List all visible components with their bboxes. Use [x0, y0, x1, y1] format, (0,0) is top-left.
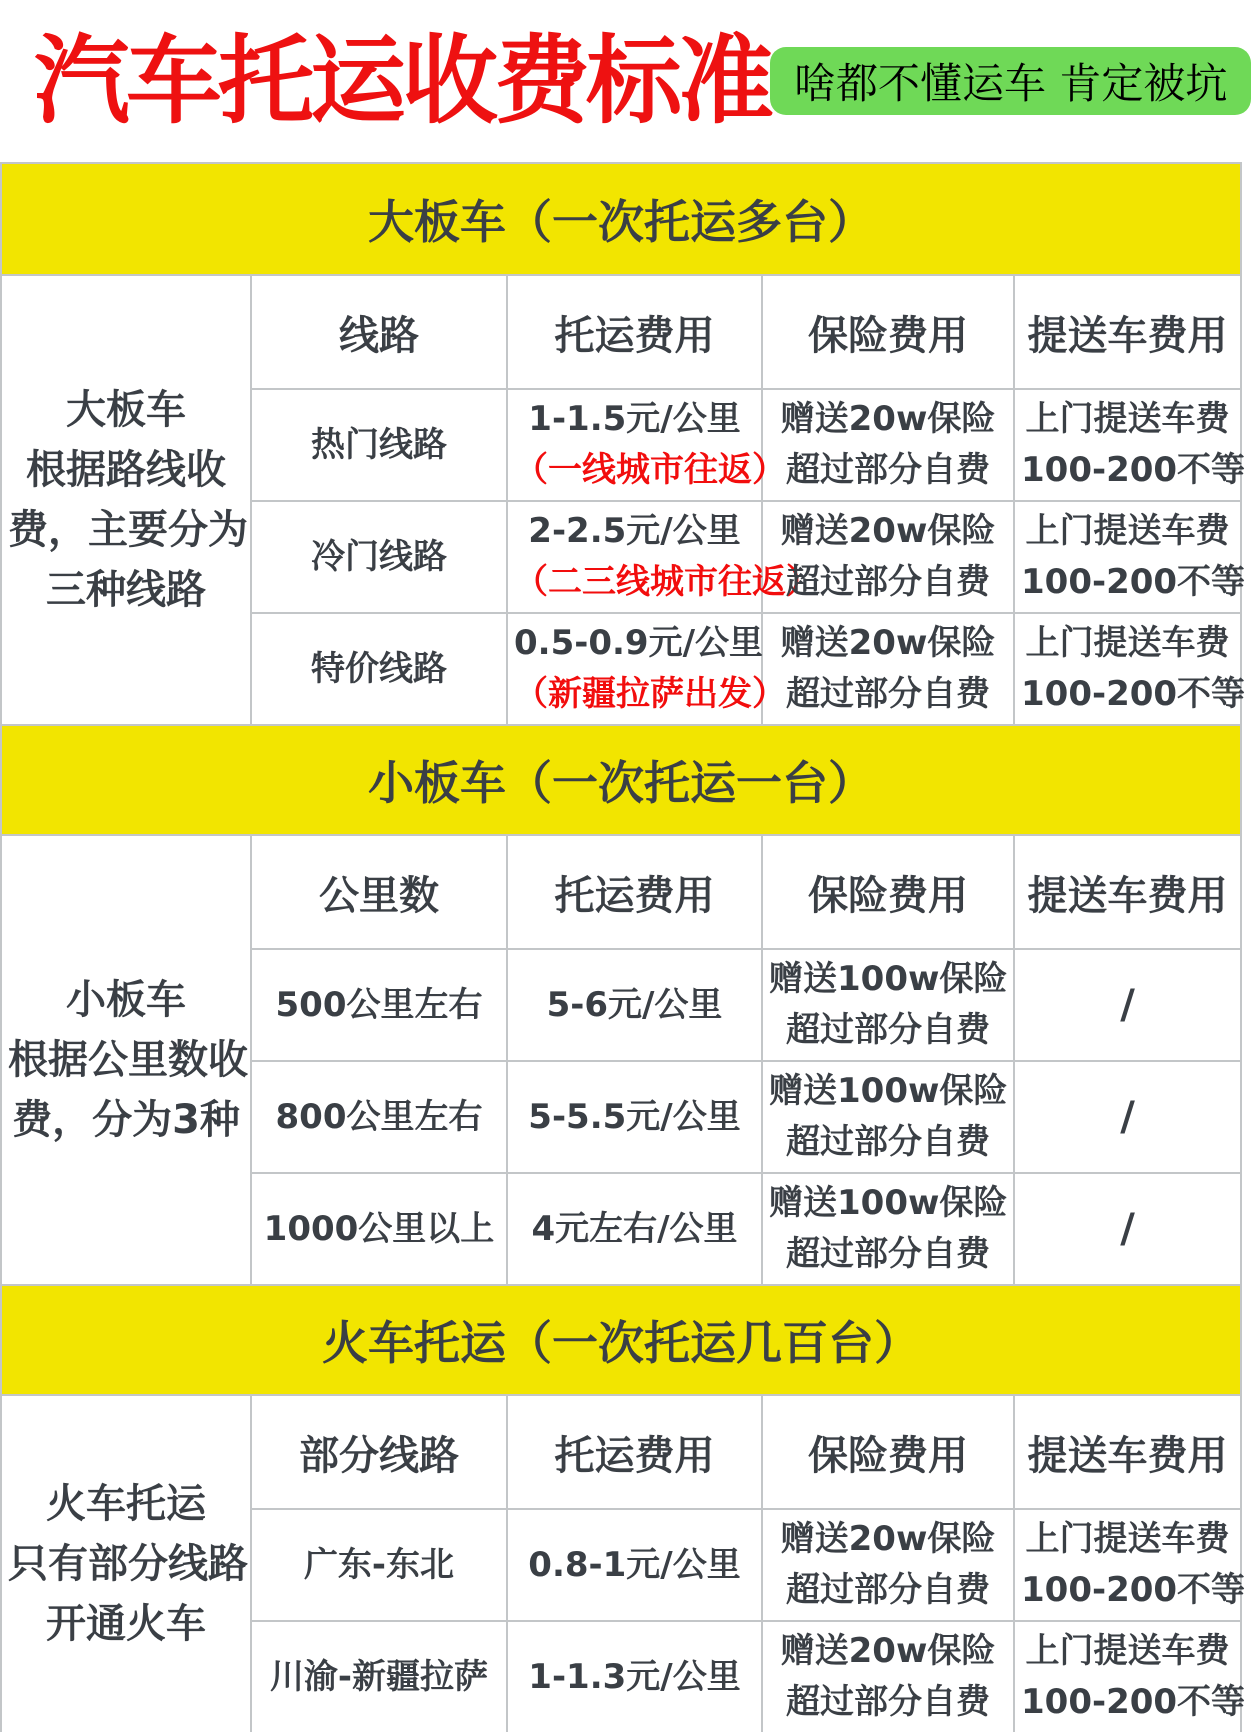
side-note-line: 只有部分线路: [8, 1541, 248, 1587]
cell-line: /: [1120, 1206, 1135, 1252]
cell: [251, 501, 507, 613]
side-note: [2, 835, 251, 1284]
cell-line: 100-200不等: [1021, 562, 1246, 602]
cell-line: 广东-东北: [303, 1544, 455, 1585]
cell-line: 赠送20w保险: [780, 1519, 996, 1559]
cell-line: 上门提送车费: [1025, 1631, 1230, 1671]
cell: [762, 1061, 1014, 1173]
cell: [507, 501, 820, 613]
cell: [251, 949, 507, 1061]
cell-line: 超过部分自费: [786, 450, 990, 490]
side-note-line: 费，主要分为: [8, 507, 248, 553]
cell-line: 赠送20w保险: [780, 399, 996, 439]
cell-line: 上门提送车费: [1025, 399, 1230, 439]
cell: [1014, 613, 1246, 724]
cell-line: /: [1120, 982, 1135, 1028]
column-header: 保险费用: [762, 275, 1014, 389]
cell-line: 川渝-新疆拉萨: [269, 1656, 489, 1697]
side-note-line: 小板车: [66, 977, 186, 1023]
cell-line: 上门提送车费: [1025, 1519, 1230, 1559]
column-header: 保险费用: [762, 835, 1014, 949]
cell-line: 赠送100w保险: [769, 959, 1008, 999]
section-2: [2, 724, 1240, 1284]
cell: [1014, 389, 1246, 501]
cell: [1014, 949, 1240, 1061]
cell-line: 赠送100w保险: [769, 1183, 1008, 1223]
section-1: [2, 164, 1246, 724]
cell: [507, 949, 762, 1061]
side-note: [2, 275, 251, 724]
cell-line: 0.5-0.9元/公里: [514, 623, 763, 663]
column-header: 提送车费用: [1014, 835, 1240, 949]
cell-line: 0.8-1元/公里: [528, 1544, 741, 1585]
section-band-title: 火车托运（一次托运几百台）: [2, 1284, 1240, 1394]
cell-line: 4元左右/公里: [531, 1208, 738, 1249]
highlight-note: （一线城市往返）: [514, 450, 786, 490]
side-note-line: 大板车: [66, 387, 186, 433]
column-header: 线路: [251, 275, 507, 389]
highlight-note: （新疆拉萨出发）: [514, 674, 786, 714]
warning-badge: 啥都不懂运车 肯定被坑: [770, 47, 1251, 115]
table-header-row: [2, 275, 1240, 389]
cell-line: 100-200不等: [1021, 450, 1246, 490]
cell-line: 上门提送车费: [1025, 511, 1230, 551]
cell-line: 热门线路: [311, 424, 447, 465]
cell-line: 2-2.5元/公里: [528, 511, 741, 551]
cell-line: 5-6元/公里: [546, 984, 723, 1025]
cell: [762, 1173, 1014, 1284]
highlight-note: （二三线城市往返）: [514, 562, 820, 602]
cell-line: 800公里左右: [275, 1096, 483, 1137]
column-header: 公里数: [251, 835, 507, 949]
pricing-sheet: [0, 162, 1246, 1732]
cell-line: 赠送100w保险: [769, 1071, 1008, 1111]
cell-line: 5-5.5元/公里: [528, 1096, 741, 1137]
side-note-line: 火车托运: [46, 1481, 206, 1527]
cell-line: 100-200不等: [1021, 674, 1246, 714]
header: [0, 0, 1242, 162]
cell: [762, 1509, 1014, 1621]
cell-line: 超过部分自费: [786, 1234, 990, 1274]
side-note-line: 根据公里数收: [8, 1037, 248, 1083]
cell: [762, 613, 1014, 724]
cell: [251, 1621, 507, 1732]
column-header: 部分线路: [251, 1395, 507, 1509]
column-header: 托运费用: [507, 835, 762, 949]
cell-line: 1-1.3元/公里: [528, 1656, 741, 1697]
table-header-row: [2, 835, 1240, 949]
cell-line: 超过部分自费: [786, 1682, 990, 1722]
cell-line: 超过部分自费: [786, 1570, 990, 1610]
column-header: 托运费用: [507, 275, 762, 389]
cell: [1014, 1509, 1246, 1621]
cell: [251, 1173, 507, 1284]
cell-line: 超过部分自费: [786, 1010, 990, 1050]
cell-line: 超过部分自费: [786, 562, 990, 602]
side-note-line: 费，分为3种: [12, 1097, 240, 1143]
cell-line: 100-200不等: [1021, 1682, 1246, 1722]
column-header: 保险费用: [762, 1395, 1014, 1509]
cell-line: 1000公里以上: [263, 1208, 495, 1249]
cell-line: 赠送20w保险: [780, 511, 996, 551]
fee-table: [2, 274, 1246, 724]
section-band-title: 小板车（一次托运一台）: [2, 724, 1240, 834]
cell-line: 赠送20w保险: [780, 623, 996, 663]
section-3: [2, 1284, 1246, 1732]
cell: [507, 1509, 762, 1621]
cell: [251, 1509, 507, 1621]
cell: [507, 1621, 762, 1732]
side-note-line: 根据路线收: [26, 447, 226, 493]
cell-line: 1-1.5元/公里: [528, 399, 741, 439]
cell-line: /: [1120, 1094, 1135, 1140]
side-note-line: 开通火车: [46, 1601, 206, 1647]
section-band-title: 大板车（一次托运多台）: [2, 164, 1240, 274]
cell: [762, 949, 1014, 1061]
cell-line: 特价线路: [311, 648, 447, 689]
cell: [762, 501, 1014, 613]
cell-line: 500公里左右: [275, 984, 483, 1025]
cell: [1014, 1173, 1240, 1284]
cell-line: 赠送20w保险: [780, 1631, 996, 1671]
cell: [251, 389, 507, 501]
cell-line: 冷门线路: [311, 536, 447, 577]
fee-table: [2, 834, 1240, 1284]
column-header: 提送车费用: [1014, 275, 1240, 389]
cell-line: 超过部分自费: [786, 1122, 990, 1162]
cell: [507, 1061, 762, 1173]
page-title: 汽车托运收费标准: [34, 25, 770, 137]
cell: [507, 1173, 762, 1284]
cell: [1014, 501, 1246, 613]
cell: [1014, 1621, 1246, 1732]
cell: [762, 1621, 1014, 1732]
cell: [507, 613, 786, 724]
column-header: 托运费用: [507, 1395, 762, 1509]
cell: [251, 613, 507, 724]
cell-line: 上门提送车费: [1025, 623, 1230, 663]
cell: [251, 1061, 507, 1173]
cell-line: 超过部分自费: [786, 674, 990, 714]
cell: [762, 389, 1014, 501]
column-header: 提送车费用: [1014, 1395, 1240, 1509]
side-note-line: 三种线路: [46, 567, 206, 613]
cell: [507, 389, 786, 501]
fee-table: [2, 1394, 1246, 1732]
cell: [1014, 1061, 1240, 1173]
side-note: [2, 1395, 251, 1732]
table-header-row: [2, 1395, 1240, 1509]
cell-line: 100-200不等: [1021, 1570, 1246, 1610]
